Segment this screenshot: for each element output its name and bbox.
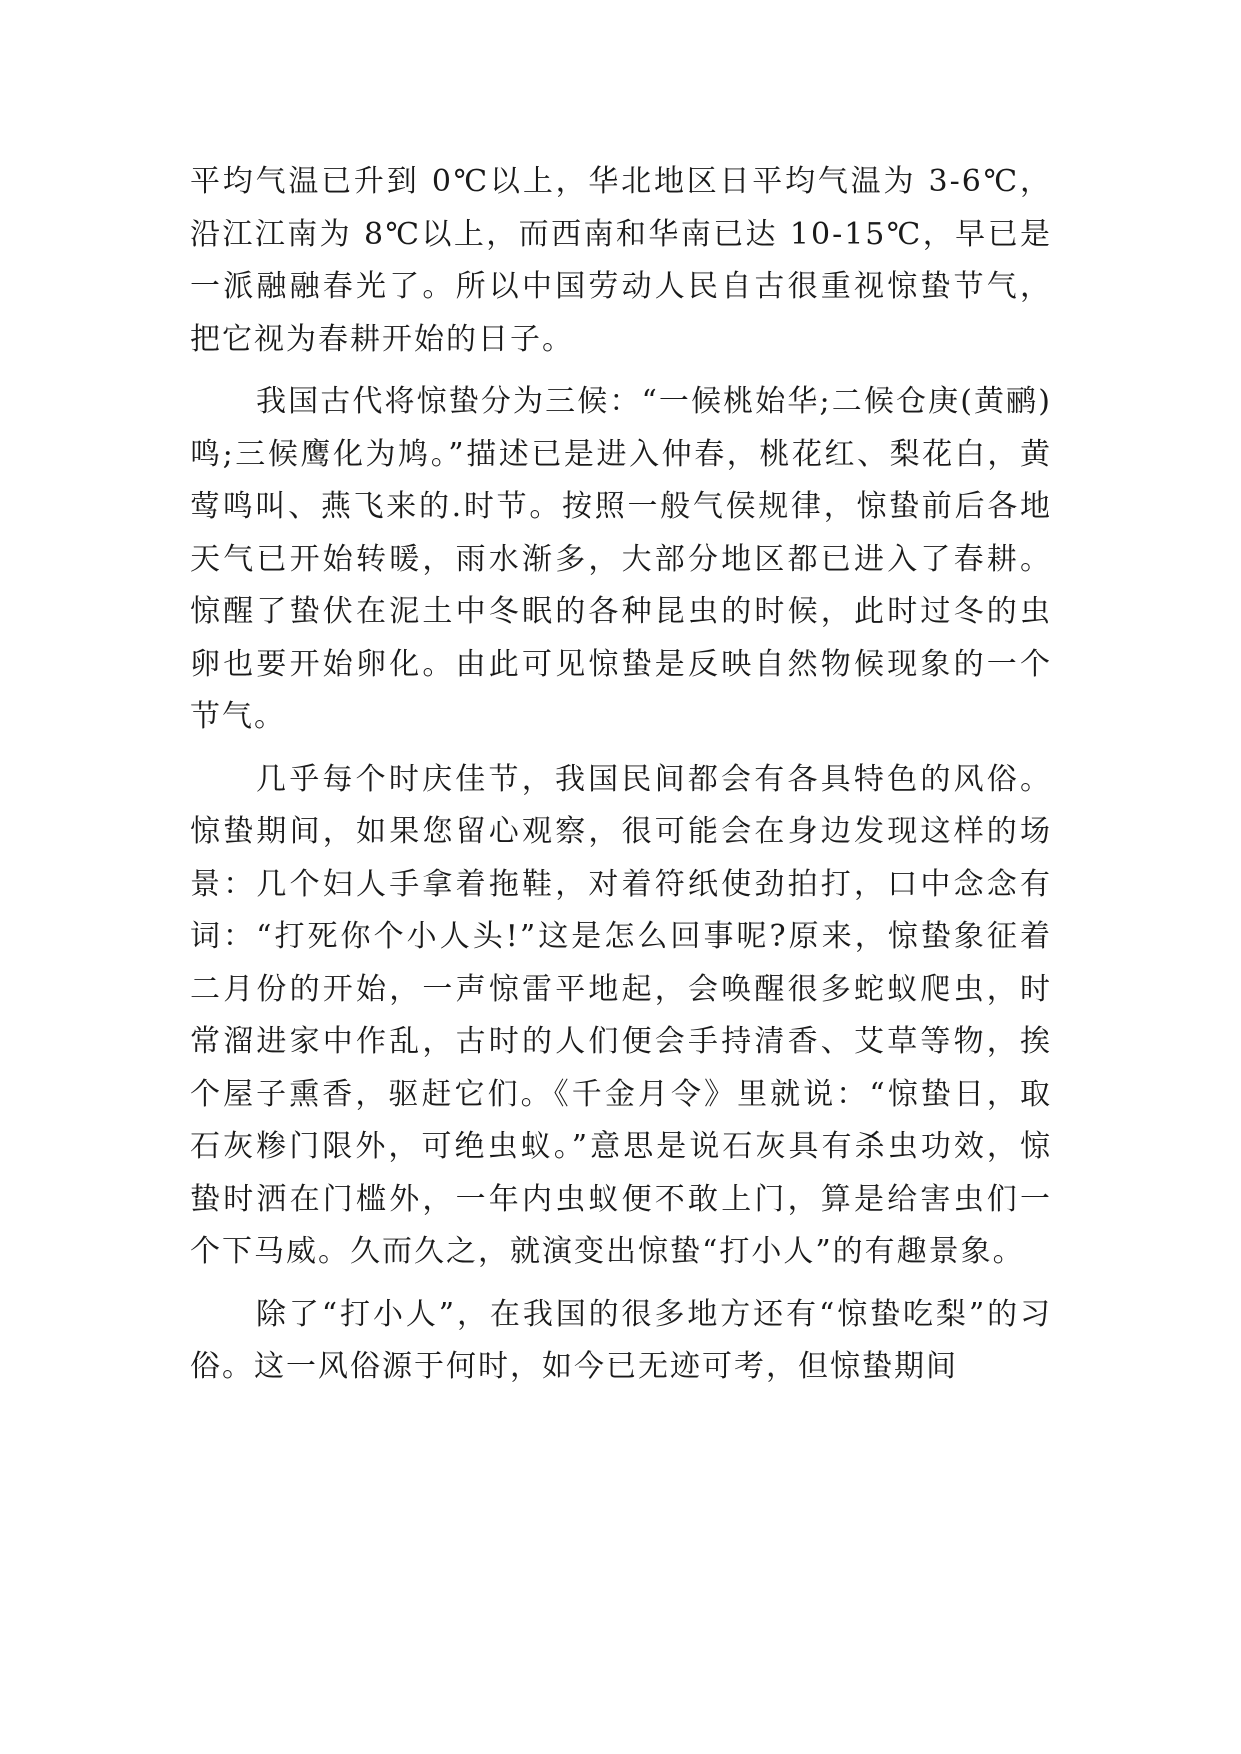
paragraph-4: 除了“打小人”，在我国的很多地方还有“惊蛰吃梨”的习俗。这一风俗源于何时，如今已无迹可考，但惊蛰期间 [190, 1296, 1052, 1384]
paragraph-3: 几乎每个时庆佳节，我国民间都会有各具特色的风俗。惊蛰期间，如果您留心观察，很可能会在身边发现这样的场景：几个妇人手拿着拖鞋，对着符纸使劲拍打，口中念念有词：“打死你个小人头!”这是怎么回事呢?原来，惊蛰象征着二月份的开始，一声惊雷平地起，会唤醒很多蛇蚁爬虫，时常溜进家中作乱，古时的人们便会手持清香、艾草等物，挨个屋子熏香，驱赶它们。《千金月令》里就说：“惊蛰日，取石灰糁门限外，可绝虫蚁。”意思是说石灰具有杀虫功效，惊蛰时洒在门槛外，一年内虫蚁便不敢上门，算是给害虫们一个下马威。久而久之，就演变出惊蛰“打小人”的有趣景象。 [190, 761, 1052, 1269]
paragraph-1: 平均气温已升到 0℃以上，华北地区日平均气温为 3-6℃，沿江江南为 8℃以上，而西南和华南已达 10-15℃，早已是一派融融春光了。所以中国劳动人民自古很重视惊蛰节气，把它视为春耕开始的日子。 [190, 164, 1052, 357]
paragraph-2: 我国古代将惊蛰分为三候：“一候桃始华;二候仓庚(黄鹂)鸣;三候鹰化为鸠。”描述已是进入仲春，桃花红、梨花白，黄莺鸣叫、燕飞来的.时节。按照一般气侯规律，惊蛰前后各地天气已开始转暖，雨水渐多，大部分地区都已进入了春耕。惊醒了蛰伏在泥土中冬眠的各种昆虫的时候，此时过冬的虫卵也要开始卵化。由此可见惊蛰是反映自然物候现象的一个节气。 [190, 384, 1052, 734]
document-body [190, 156, 1052, 1394]
